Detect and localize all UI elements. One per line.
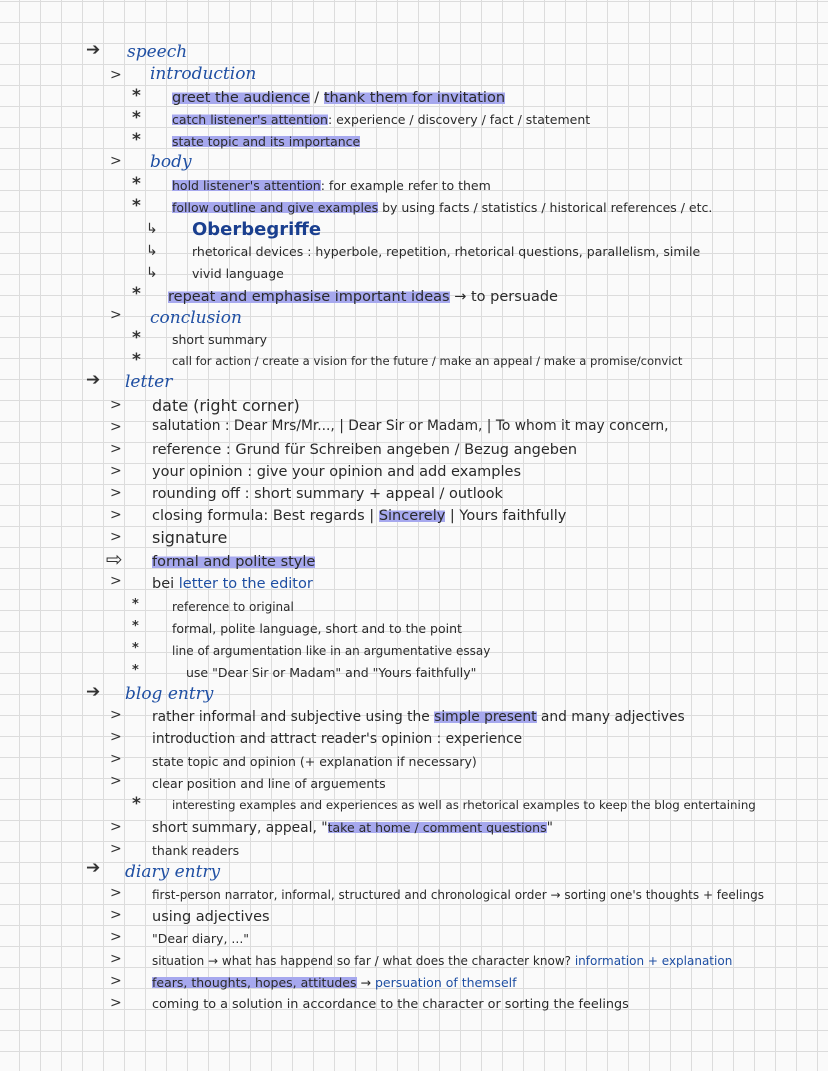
note-line <box>152 822 553 836</box>
note-text: : experience / discovery / fact / statement <box>327 112 591 127</box>
chevron-right-icon: > <box>110 773 122 789</box>
chevron-right-icon: > <box>110 573 122 589</box>
sub-arrow-icon: ↳ <box>146 265 158 281</box>
highlight: greet the audience <box>172 90 310 106</box>
subheading-introduction: introduction <box>150 64 257 84</box>
note-line: reference to original <box>172 600 294 614</box>
note-line: first-person narrator, informal, structured and chronological order → sorting one's thoughts + feelings <box>152 888 764 902</box>
note-line: short summary <box>172 332 268 347</box>
note-text-blue: information + explanation <box>574 954 733 968</box>
note-line: vivid language <box>192 266 284 281</box>
note-line: rounding off : short summary + appeal / outlook <box>152 486 503 502</box>
bullet-star-icon: * <box>132 619 139 634</box>
highlight: thank them for invitation <box>323 90 506 106</box>
note-line <box>152 577 313 592</box>
bullet-star-icon: * <box>132 108 141 128</box>
note-line: "Dear diary, ..." <box>152 931 250 946</box>
note-line: signature <box>152 528 228 547</box>
note-line: line of argumentation like in an argumentative essay <box>172 644 491 658</box>
note-line <box>168 290 558 305</box>
sub-arrow-icon: ↳ <box>146 221 158 237</box>
note-line <box>172 136 360 149</box>
note-text: by using facts / statistics / historical references / etc. <box>378 200 713 215</box>
bullet-star-icon: * <box>132 350 141 370</box>
chevron-right-icon: > <box>110 441 122 457</box>
chevron-right-icon: > <box>110 419 122 435</box>
bullet-star-icon: * <box>132 663 139 678</box>
note-line <box>152 711 685 725</box>
sub-arrow-icon: ↳ <box>146 243 158 259</box>
note-text: closing formula: Best regards | <box>152 508 379 524</box>
note-text-blue: persuation of themself <box>374 975 517 990</box>
note-line <box>152 555 315 570</box>
section-title-diary-entry: diary entry <box>125 862 221 882</box>
highlight: hold listener's attention <box>172 178 321 193</box>
note-text: " <box>546 820 553 836</box>
chevron-right-icon: > <box>110 951 122 967</box>
note-line: coming to a solution in accordance to the character or sorting the feelings <box>152 997 629 1012</box>
section-title-blog-entry: blog entry <box>125 684 214 704</box>
section-arrow-icon: ➔ <box>86 370 101 390</box>
chevron-right-icon: > <box>110 707 122 723</box>
chevron-right-icon: > <box>110 397 122 413</box>
note-line: reference : Grund für Schreiben angeben / Bezug angeben <box>152 442 578 458</box>
note-text: situation → what has happend so far / what does the character know? <box>152 954 575 968</box>
section-title-speech: speech <box>127 42 188 62</box>
note-line <box>152 509 566 524</box>
highlight: follow outline and give examples <box>172 200 379 215</box>
note-line <box>172 180 491 193</box>
note-text: rather informal and subjective using the <box>152 709 435 725</box>
bullet-star-icon: * <box>132 328 141 348</box>
note-text: bei <box>152 576 179 592</box>
highlight: take at home / comment questions <box>327 820 547 835</box>
chevron-right-icon: > <box>110 507 122 523</box>
note-line: interesting examples and experiences as well as rhetorical examples to keep the blog entertaining <box>172 798 756 812</box>
note-line: rhetorical devices : hyperbole, repetition, rhetorical questions, parallelism, simile <box>192 244 701 259</box>
note-line: use "Dear Sir or Madam" and "Yours faithfully" <box>186 665 477 680</box>
note-text: | Yours faithfully <box>445 508 567 524</box>
chevron-right-icon: > <box>110 751 122 767</box>
bullet-star-icon: * <box>132 641 139 656</box>
note-line: date (right corner) <box>152 396 300 415</box>
chevron-right-icon: > <box>110 885 122 901</box>
subheading-conclusion: conclusion <box>150 308 242 328</box>
note-text: short summary, appeal, " <box>152 820 328 836</box>
section-title-letter: letter <box>125 372 173 392</box>
note-line: salutation : Dear Mrs/Mr..., | Dear Sir or Madam, | To whom it may concern, <box>152 418 669 434</box>
note-text: and many adjectives <box>536 709 685 725</box>
chevron-right-icon: > <box>110 995 122 1011</box>
section-arrow-icon: ➔ <box>86 682 101 702</box>
bullet-star-icon: * <box>132 284 141 304</box>
note-text: : for example refer to them <box>320 178 491 193</box>
chevron-right-icon: > <box>110 153 122 169</box>
highlight: state topic and its importance <box>172 134 361 149</box>
separator: / <box>309 90 324 106</box>
highlight: simple present <box>434 709 537 725</box>
note-line: thank readers <box>152 843 240 858</box>
note-line: using adjectives <box>152 909 270 925</box>
bullet-star-icon: * <box>132 196 141 216</box>
bullet-star-icon: * <box>132 86 141 106</box>
chevron-right-icon: > <box>110 307 122 323</box>
subheading-body: body <box>150 152 192 172</box>
note-line <box>152 977 517 990</box>
note-line: your opinion : give your opinion and add examples <box>152 464 522 480</box>
note-text: → to persuade <box>449 289 558 305</box>
highlight: repeat and emphasise important ideas <box>168 289 450 305</box>
chevron-right-icon: > <box>110 485 122 501</box>
note-line <box>172 114 590 127</box>
bullet-star-icon: * <box>132 174 141 194</box>
note-line <box>152 955 732 967</box>
chevron-right-icon: > <box>110 929 122 945</box>
chevron-right-icon: > <box>110 729 122 745</box>
bullet-star-icon: * <box>132 597 139 612</box>
note-line: formal, polite language, short and to the point <box>172 621 462 636</box>
chevron-right-icon: > <box>110 463 122 479</box>
highlight: catch listener's attention <box>172 112 328 127</box>
chevron-right-icon: > <box>110 67 122 83</box>
section-arrow-icon: ➔ <box>86 40 101 60</box>
chevron-right-icon: > <box>110 819 122 835</box>
note-line <box>172 202 712 215</box>
keyword-oberbegriffe: Oberbegriffe <box>192 219 322 240</box>
note-line: call for action / create a vision for the future / make an appeal / make a promise/convict <box>172 354 683 368</box>
section-arrow-icon: ➔ <box>86 858 101 878</box>
note-line: introduction and attract reader's opinion : experience <box>152 731 523 747</box>
highlight: Sincerely <box>378 508 446 524</box>
note-line: state topic and opinion (+ explanation if necessary) <box>152 754 477 769</box>
note-line: clear position and line of arguements <box>152 776 386 791</box>
bullet-star-icon: * <box>132 130 141 150</box>
chevron-right-icon: > <box>110 841 122 857</box>
chevron-right-icon: > <box>110 529 122 545</box>
chevron-right-icon: > <box>110 973 122 989</box>
note-text: → <box>356 975 375 990</box>
highlight: formal and polite style <box>152 554 316 570</box>
hollow-arrow-icon: ⇨ <box>106 547 123 571</box>
note-line <box>172 91 505 106</box>
chevron-right-icon: > <box>110 907 122 923</box>
note-text-blue: letter to the editor <box>178 576 313 592</box>
highlight: fears, thoughts, hopes, attitudes <box>152 975 357 990</box>
bullet-star-icon: * <box>132 794 141 814</box>
